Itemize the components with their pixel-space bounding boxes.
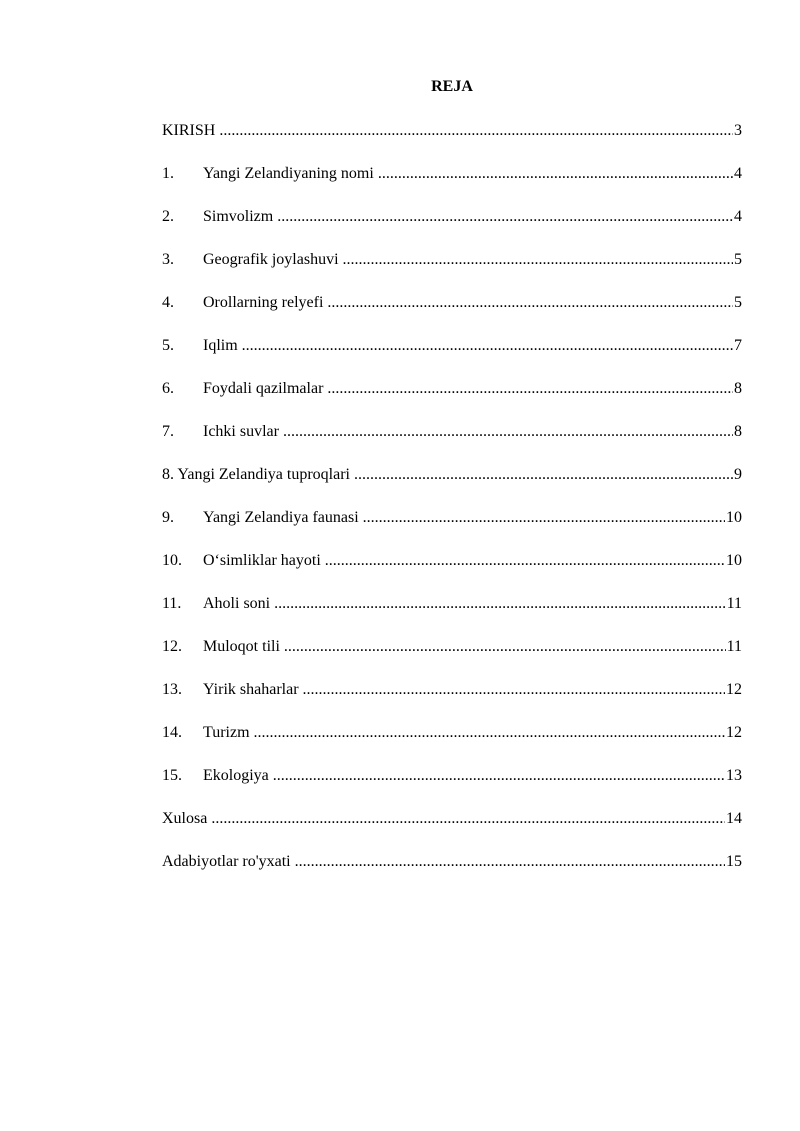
toc-dot-leader [273, 765, 725, 787]
toc-entry-line [162, 679, 742, 701]
toc-entry-line [162, 163, 742, 185]
toc-entry-label: Ichki suvlar [203, 423, 279, 440]
toc-dot-leader [277, 206, 733, 228]
toc-entry-line [162, 378, 742, 400]
toc-entry[interactable] [162, 163, 742, 206]
toc-entry[interactable] [162, 636, 742, 679]
toc-entry-number: 10. [162, 552, 182, 569]
toc-entry-line [162, 335, 742, 357]
toc-entry-page-number: 4 [734, 208, 742, 225]
toc-entry-number: 1. [162, 165, 174, 182]
toc-entry-label: Iqlim [203, 337, 238, 354]
toc-entry-line [162, 550, 742, 572]
toc-entry-page-number: 11 [726, 638, 742, 655]
toc-entry-page-number: 5 [734, 251, 742, 268]
toc-dot-leader [343, 249, 733, 271]
toc-entry-number: 11. [162, 595, 182, 612]
table-of-contents [162, 120, 742, 894]
toc-entry[interactable] [162, 765, 742, 808]
toc-entry-number: 3. [162, 251, 174, 268]
toc-entry-label: Aholi soni [203, 595, 271, 612]
toc-entry[interactable] [162, 679, 742, 722]
toc-entry-number: 13. [162, 681, 182, 698]
toc-dot-leader [303, 679, 725, 701]
toc-entry-line [162, 851, 742, 873]
toc-entry-line [162, 120, 742, 142]
toc-entry-number: 9. [162, 509, 174, 526]
toc-entry-page-number: 10 [726, 552, 742, 569]
toc-entry-label: Ekologiya [203, 767, 269, 784]
toc-entry-page-number: 8 [734, 423, 742, 440]
toc-entry[interactable] [162, 335, 742, 378]
toc-dot-leader [354, 464, 733, 486]
toc-entry-line [162, 464, 742, 486]
toc-dot-leader [327, 292, 733, 314]
toc-entry[interactable] [162, 206, 742, 249]
toc-entry-line [162, 249, 742, 271]
toc-entry-label: Xulosa [162, 810, 208, 827]
toc-entry-page-number: 3 [734, 122, 742, 139]
toc-entry[interactable] [162, 421, 742, 464]
toc-entry[interactable] [162, 851, 742, 894]
toc-entry-number: 15. [162, 767, 182, 784]
toc-dot-leader [284, 636, 726, 658]
toc-entry-number: 6. [162, 380, 174, 397]
toc-entry-label: Orollarning relyefi [203, 294, 324, 311]
toc-entry[interactable] [162, 292, 742, 335]
toc-entry-page-number: 14 [726, 810, 742, 827]
toc-entry-page-number: 9 [734, 466, 742, 483]
toc-entry-page-number: 7 [734, 337, 742, 354]
toc-entry-page-number: 15 [726, 853, 742, 870]
toc-entry-number: 5. [162, 337, 174, 354]
toc-dot-leader [378, 163, 733, 185]
toc-entry[interactable] [162, 593, 742, 636]
toc-dot-leader [283, 421, 733, 443]
toc-entry[interactable] [162, 507, 742, 550]
toc-dot-leader [211, 808, 725, 830]
toc-entry[interactable] [162, 378, 742, 421]
toc-entry-label: Geografik joylashuvi [203, 251, 339, 268]
toc-entry-label: Muloqot tili [203, 638, 280, 655]
toc-entry-page-number: 12 [726, 724, 742, 741]
toc-entry-page-number: 5 [734, 294, 742, 311]
toc-entry-label: Adabiyotlar ro'yxati [162, 853, 291, 870]
toc-dot-leader [327, 378, 733, 400]
toc-entry[interactable] [162, 120, 742, 163]
toc-entry[interactable] [162, 550, 742, 593]
toc-dot-leader [219, 120, 733, 142]
toc-entry[interactable] [162, 249, 742, 292]
toc-entry-label: Yangi Zelandiyaning nomi [203, 165, 374, 182]
toc-entry-line [162, 292, 742, 314]
toc-entry[interactable] [162, 722, 742, 765]
toc-dot-leader [363, 507, 725, 529]
toc-entry-label: Yirik shaharlar [203, 681, 299, 698]
toc-entry-number: 2. [162, 208, 174, 225]
toc-dot-leader [274, 593, 725, 615]
page-title: REJA [431, 78, 473, 95]
toc-entry-line [162, 421, 742, 443]
toc-entry-page-number: 12 [726, 681, 742, 698]
toc-entry-line [162, 808, 742, 830]
toc-entry-number: 7. [162, 423, 174, 440]
toc-entry-page-number: 10 [726, 509, 742, 526]
toc-entry-label: O‘simliklar hayoti [203, 552, 321, 569]
toc-entry-line [162, 206, 742, 228]
toc-entry-page-number: 13 [726, 767, 742, 784]
toc-entry-label: 8. Yangi Zelandiya tuproqlari [162, 466, 350, 483]
toc-dot-leader [254, 722, 725, 744]
toc-entry-label: Turizm [203, 724, 250, 741]
toc-entry-page-number: 4 [734, 165, 742, 182]
toc-entry-label: Foydali qazilmalar [203, 380, 324, 397]
toc-entry-line [162, 722, 742, 744]
toc-entry-label: Yangi Zelandiya faunasi [203, 509, 359, 526]
toc-entry-label: KIRISH [162, 122, 216, 139]
toc-entry[interactable] [162, 808, 742, 851]
toc-entry-line [162, 593, 742, 615]
toc-dot-leader [325, 550, 725, 572]
toc-entry-number: 14. [162, 724, 182, 741]
toc-dot-leader [242, 335, 733, 357]
toc-entry-label: Simvolizm [203, 208, 274, 225]
toc-entry-line [162, 636, 742, 658]
toc-entry-line [162, 765, 742, 787]
toc-dot-leader [295, 851, 725, 873]
toc-entry-number: 4. [162, 294, 174, 311]
toc-entry-page-number: 8 [734, 380, 742, 397]
toc-entry[interactable] [162, 464, 742, 507]
toc-entry-number: 12. [162, 638, 182, 655]
toc-entry-page-number: 11 [726, 595, 742, 612]
toc-entry-line [162, 507, 742, 529]
